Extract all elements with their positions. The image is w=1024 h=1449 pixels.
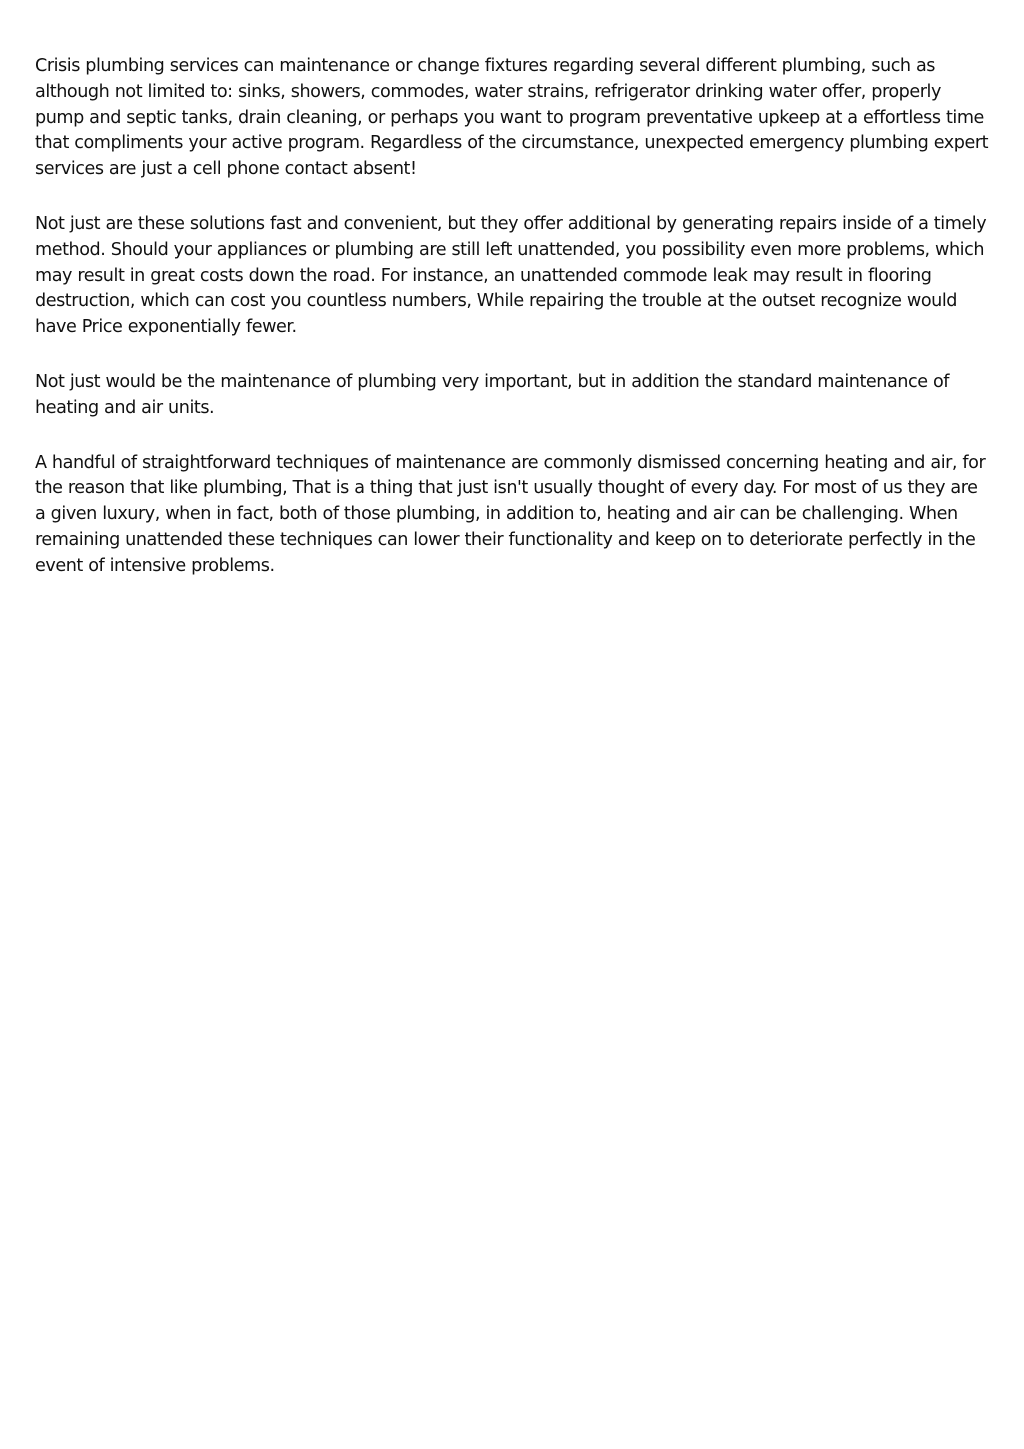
paragraph-plumbing-services: Crisis plumbing services can maintenance or change fixtures regarding several different plumbing, such as although not limited to: sinks, showers, commodes, water strains, refrigerator drinking water offer, properly pump and septic tanks, drain cleaning, or perhaps you want to program preventative upkeep at a effortless time that compliments your active program. Regardless of the circumstance, unexpected emergency plumbing expert services are just a cell phone contact absent!: [35, 56, 989, 180]
document-body: [35, 54, 989, 609]
paragraph-maintenance-techniques: A handful of straightforward techniques of maintenance are commonly dismissed concerning heating and air, for the reason that like plumbing, That is a thing that just isn't usually thought of every day. For most of us they are a given luxury, when in fact, both of those plumbing, in addition to, heating and air can be challenging. When remaining unattended these techniques can lower their functionality and keep on to deteriorate perfectly in the event of intensive problems.: [35, 452, 986, 576]
paragraph-heating-air: Not just would be the maintenance of plumbing very important, but in addition the standard maintenance of heating and air units.: [35, 371, 950, 418]
paragraph-timely-repairs: Not just are these solutions fast and convenient, but they offer additional by generating repairs inside of a timely method. Should your appliances or plumbing are still left unattended, you possibility even more problems, which may result in great costs down the road. For instance, an unattended commode leak may result in flooring destruction, which can cost you countless numbers, While repairing the trouble at the outset recognize would have Price exponentially fewer.: [35, 213, 987, 338]
